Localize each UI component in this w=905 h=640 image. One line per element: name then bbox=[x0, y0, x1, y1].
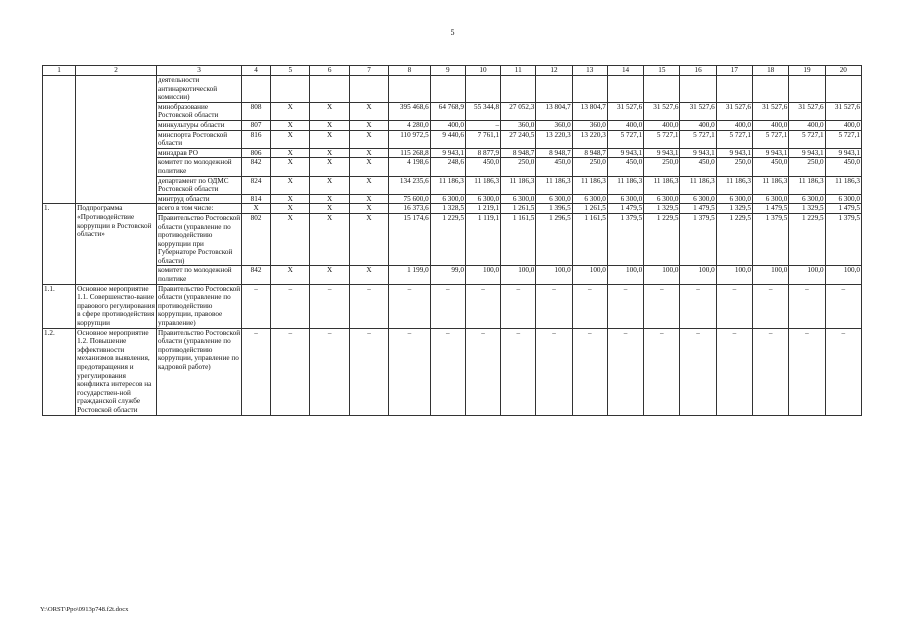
value-cell: 31 527,6 bbox=[753, 102, 789, 120]
value-cell bbox=[607, 76, 643, 103]
value-cell: 64 768,9 bbox=[430, 102, 465, 120]
value-cell: 5 727,1 bbox=[753, 130, 789, 148]
value-cell: 31 527,6 bbox=[644, 102, 680, 120]
value-cell: 134 235,6 bbox=[389, 176, 430, 194]
measure-name: Основное мероприятие 1.2. Повышение эффективности механизмов выявления, предотвращения и урегулирования конфликта интересов на государствен-ной гражданской службе Ростовской области bbox=[76, 328, 157, 415]
value-cell bbox=[465, 76, 500, 103]
value-cell: 100,0 bbox=[825, 266, 861, 284]
value-cell: 9 943,1 bbox=[644, 148, 680, 158]
value-cell: 11 186,3 bbox=[680, 176, 716, 194]
x-cell: X bbox=[349, 213, 388, 266]
value-cell: 250,0 bbox=[501, 158, 536, 176]
code-cell: 802 bbox=[242, 213, 271, 266]
value-cell: 250,0 bbox=[789, 158, 825, 176]
table-row bbox=[43, 120, 862, 130]
value-cell: 1 199,0 bbox=[389, 266, 430, 284]
value-cell: 1 229,5 bbox=[789, 213, 825, 266]
dash-cell: – bbox=[680, 328, 716, 415]
value-cell: 1 379,5 bbox=[607, 213, 643, 266]
value-cell: 110 972,5 bbox=[389, 130, 430, 148]
empty-number-cell bbox=[43, 148, 76, 158]
x-cell: X bbox=[349, 194, 388, 204]
value-cell: 31 527,6 bbox=[789, 102, 825, 120]
x-cell: X bbox=[271, 194, 310, 204]
code-cell: X bbox=[242, 204, 271, 214]
table-header-row bbox=[43, 66, 862, 76]
dash-cell: – bbox=[389, 284, 430, 328]
agency-cell: комитет по молодежной политике bbox=[157, 158, 242, 176]
value-cell: 450,0 bbox=[753, 158, 789, 176]
value-cell: 6 300,0 bbox=[501, 194, 536, 204]
column-number-header: 11 bbox=[501, 66, 536, 76]
measure-number: 1.1. bbox=[43, 284, 76, 328]
agency-cell: деятельности антинаркотической комиссии) bbox=[157, 76, 242, 103]
value-cell: 248,6 bbox=[430, 158, 465, 176]
column-number-header: 15 bbox=[644, 66, 680, 76]
dash-cell: – bbox=[825, 328, 861, 415]
dash-cell: – bbox=[716, 284, 752, 328]
measure-name: Основное мероприятие 1.1. Совершенство-вание правового регулирования в сфере противодействия коррупции bbox=[77, 284, 155, 328]
value-cell: 1 261,5 bbox=[501, 204, 536, 214]
x-cell: X bbox=[310, 158, 349, 176]
x-cell: X bbox=[271, 176, 310, 194]
value-cell: 360,0 bbox=[572, 120, 607, 130]
value-cell: 400,0 bbox=[680, 120, 716, 130]
measure-number: 1.2. bbox=[43, 328, 76, 415]
agency-cell: минспорта Ростовской области bbox=[157, 130, 242, 148]
value-cell: 8 877,9 bbox=[465, 148, 500, 158]
value-cell: 100,0 bbox=[572, 266, 607, 284]
value-cell: 9 943,1 bbox=[753, 148, 789, 158]
code-cell: 816 bbox=[242, 130, 271, 148]
column-number-header: 1 bbox=[43, 66, 76, 76]
value-cell: 1 119,1 bbox=[465, 213, 500, 266]
value-cell: 11 186,3 bbox=[716, 176, 752, 194]
agency-cell: Правительство Ростовской области (управление по противодействию коррупции при Губернаторе Ростовской области) bbox=[158, 213, 241, 265]
empty-name-cell bbox=[76, 102, 157, 120]
x-cell: X bbox=[310, 130, 349, 148]
table-row bbox=[43, 76, 862, 103]
value-cell: 8 948,7 bbox=[501, 148, 536, 158]
value-cell: 6 300,0 bbox=[572, 194, 607, 204]
agency-cell: Правительство Ростовской области (управление по противодействию коррупции, управление по кадровой работе) bbox=[157, 328, 242, 415]
x-cell: X bbox=[349, 148, 388, 158]
column-number-header: 5 bbox=[271, 66, 310, 76]
value-cell: 8 948,7 bbox=[536, 148, 572, 158]
value-cell: 450,0 bbox=[536, 158, 572, 176]
value-cell: 115 268,8 bbox=[389, 148, 430, 158]
table-row bbox=[43, 284, 862, 328]
column-number-header: 16 bbox=[680, 66, 716, 76]
value-cell: 100,0 bbox=[465, 266, 500, 284]
budget-table bbox=[42, 65, 862, 416]
table-row bbox=[43, 213, 862, 266]
dash-cell: – bbox=[716, 328, 752, 415]
value-cell: 250,0 bbox=[716, 158, 752, 176]
value-cell bbox=[389, 76, 430, 103]
x-cell: X bbox=[271, 213, 310, 266]
dash-cell: – bbox=[389, 328, 430, 415]
code-cell: 814 bbox=[242, 194, 271, 204]
value-cell: 1 229,5 bbox=[644, 213, 680, 266]
empty-number-cell bbox=[43, 194, 76, 204]
value-cell: 6 300,0 bbox=[825, 194, 861, 204]
value-cell: 400,0 bbox=[753, 120, 789, 130]
empty-name-cell bbox=[76, 158, 157, 176]
value-cell: 11 186,3 bbox=[753, 176, 789, 194]
dash-cell: – bbox=[430, 284, 465, 328]
x-cell: X bbox=[310, 102, 349, 120]
value-cell: 11 186,3 bbox=[572, 176, 607, 194]
agency-cell: минздрав РО bbox=[157, 148, 242, 158]
value-cell bbox=[572, 76, 607, 103]
value-cell: 6 300,0 bbox=[789, 194, 825, 204]
value-cell: 9 943,1 bbox=[680, 148, 716, 158]
value-cell: 100,0 bbox=[501, 266, 536, 284]
x-cell bbox=[271, 76, 310, 103]
empty-name-cell bbox=[76, 76, 157, 103]
value-cell: 6 300,0 bbox=[680, 194, 716, 204]
dash-cell: – bbox=[607, 284, 643, 328]
value-cell: 100,0 bbox=[607, 266, 643, 284]
value-cell: 1 479,5 bbox=[607, 204, 643, 214]
value-cell: 1 261,5 bbox=[572, 204, 607, 214]
value-cell bbox=[716, 76, 752, 103]
value-cell: 6 300,0 bbox=[753, 194, 789, 204]
subprogram-number: 1. bbox=[43, 204, 76, 284]
x-cell: X bbox=[271, 204, 310, 214]
empty-name-cell bbox=[76, 176, 157, 194]
table-row bbox=[43, 266, 862, 284]
x-cell: X bbox=[271, 102, 310, 120]
value-cell: 31 527,6 bbox=[825, 102, 861, 120]
x-cell: X bbox=[310, 120, 349, 130]
value-cell bbox=[644, 76, 680, 103]
value-cell: 100,0 bbox=[789, 266, 825, 284]
x-cell: X bbox=[271, 158, 310, 176]
value-cell: 15 174,6 bbox=[389, 213, 430, 266]
x-cell: X bbox=[349, 130, 388, 148]
value-cell: 5 727,1 bbox=[716, 130, 752, 148]
x-cell: X bbox=[310, 194, 349, 204]
value-cell: – bbox=[465, 120, 500, 130]
value-cell: 6 300,0 bbox=[607, 194, 643, 204]
value-cell: 100,0 bbox=[753, 266, 789, 284]
value-cell: 9 440,6 bbox=[430, 130, 465, 148]
column-number-header: 7 bbox=[349, 66, 388, 76]
value-cell: 395 468,6 bbox=[389, 102, 430, 120]
value-cell: 9 943,1 bbox=[607, 148, 643, 158]
dash-cell: – bbox=[789, 284, 825, 328]
dash-cell: – bbox=[753, 284, 789, 328]
table-row bbox=[43, 328, 862, 415]
value-cell: 1 229,5 bbox=[716, 213, 752, 266]
x-cell bbox=[310, 76, 349, 103]
value-cell: 27 240,5 bbox=[501, 130, 536, 148]
value-cell: 1 329,5 bbox=[716, 204, 752, 214]
empty-name-cell bbox=[76, 194, 157, 204]
value-cell: 100,0 bbox=[536, 266, 572, 284]
column-number-header: 8 bbox=[389, 66, 430, 76]
dash-cell: – bbox=[607, 328, 643, 415]
value-cell: 8 948,7 bbox=[572, 148, 607, 158]
value-cell: 9 943,1 bbox=[716, 148, 752, 158]
column-number-header: 2 bbox=[76, 66, 157, 76]
value-cell: 1 329,5 bbox=[644, 204, 680, 214]
value-cell: 1 479,5 bbox=[753, 204, 789, 214]
value-cell bbox=[430, 76, 465, 103]
value-cell: 99,0 bbox=[430, 266, 465, 284]
empty-number-cell bbox=[43, 76, 76, 103]
dash-cell: – bbox=[242, 284, 271, 328]
dash-cell: – bbox=[271, 284, 310, 328]
empty-number-cell bbox=[43, 176, 76, 194]
value-cell: 450,0 bbox=[607, 158, 643, 176]
column-number-header: 6 bbox=[310, 66, 349, 76]
x-cell: X bbox=[310, 148, 349, 158]
value-cell: 360,0 bbox=[536, 120, 572, 130]
column-number-header: 17 bbox=[716, 66, 752, 76]
value-cell: 11 186,3 bbox=[607, 176, 643, 194]
value-cell: 1 379,5 bbox=[680, 213, 716, 266]
column-number-header: 9 bbox=[430, 66, 465, 76]
dash-cell: – bbox=[753, 328, 789, 415]
value-cell: 450,0 bbox=[465, 158, 500, 176]
value-cell: 13 220,3 bbox=[572, 130, 607, 148]
code-cell: 807 bbox=[242, 120, 271, 130]
value-cell: 13 804,7 bbox=[536, 102, 572, 120]
value-cell: 6 300,0 bbox=[465, 194, 500, 204]
value-cell: 31 527,6 bbox=[716, 102, 752, 120]
value-cell: 400,0 bbox=[430, 120, 465, 130]
x-cell: X bbox=[271, 266, 310, 284]
x-cell: X bbox=[310, 176, 349, 194]
dash-cell: – bbox=[465, 328, 500, 415]
value-cell: 400,0 bbox=[825, 120, 861, 130]
dash-cell: – bbox=[644, 284, 680, 328]
value-cell: 13 804,7 bbox=[572, 102, 607, 120]
value-cell bbox=[753, 76, 789, 103]
value-cell: 11 186,3 bbox=[644, 176, 680, 194]
column-number-header: 18 bbox=[753, 66, 789, 76]
dash-cell: – bbox=[349, 284, 388, 328]
value-cell: 1 161,5 bbox=[572, 213, 607, 266]
value-cell: 11 186,3 bbox=[430, 176, 465, 194]
value-cell bbox=[789, 76, 825, 103]
value-cell: 1 379,5 bbox=[825, 213, 861, 266]
value-cell: 31 527,6 bbox=[607, 102, 643, 120]
code-cell: 808 bbox=[242, 102, 271, 120]
value-cell: 27 052,3 bbox=[501, 102, 536, 120]
dash-cell: – bbox=[789, 328, 825, 415]
column-number-header: 12 bbox=[536, 66, 572, 76]
value-cell bbox=[680, 76, 716, 103]
x-cell: X bbox=[349, 102, 388, 120]
x-cell: X bbox=[349, 158, 388, 176]
value-cell: 7 761,1 bbox=[465, 130, 500, 148]
value-cell: 100,0 bbox=[716, 266, 752, 284]
table-row bbox=[43, 148, 862, 158]
code-cell: 806 bbox=[242, 148, 271, 158]
value-cell: 5 727,1 bbox=[607, 130, 643, 148]
value-cell: 250,0 bbox=[644, 158, 680, 176]
value-cell: 1 229,5 bbox=[430, 213, 465, 266]
dash-cell: – bbox=[536, 284, 572, 328]
column-number-header: 20 bbox=[825, 66, 861, 76]
value-cell: 1 479,5 bbox=[680, 204, 716, 214]
agency-cell: минобразование Ростовской области bbox=[157, 102, 242, 120]
dash-cell: – bbox=[430, 328, 465, 415]
value-cell: 360,0 bbox=[501, 120, 536, 130]
value-cell: 1 329,5 bbox=[789, 204, 825, 214]
x-cell: X bbox=[271, 120, 310, 130]
dash-cell: – bbox=[825, 284, 861, 328]
dash-cell: – bbox=[572, 284, 607, 328]
value-cell: 6 300,0 bbox=[536, 194, 572, 204]
dash-cell: – bbox=[572, 328, 607, 415]
dash-cell: – bbox=[465, 284, 500, 328]
x-cell: X bbox=[310, 204, 349, 214]
empty-number-cell bbox=[43, 120, 76, 130]
empty-number-cell bbox=[43, 158, 76, 176]
value-cell: 5 727,1 bbox=[680, 130, 716, 148]
value-cell: 250,0 bbox=[572, 158, 607, 176]
dash-cell: – bbox=[680, 284, 716, 328]
table-row bbox=[43, 102, 862, 120]
value-cell: 11 186,3 bbox=[825, 176, 861, 194]
x-cell: X bbox=[271, 130, 310, 148]
value-cell: 1 479,5 bbox=[825, 204, 861, 214]
value-cell: 9 943,1 bbox=[430, 148, 465, 158]
empty-name-cell bbox=[76, 148, 157, 158]
x-cell: X bbox=[271, 148, 310, 158]
empty-number-cell bbox=[43, 130, 76, 148]
value-cell: 9 943,1 bbox=[825, 148, 861, 158]
value-cell: 9 943,1 bbox=[789, 148, 825, 158]
value-cell: 5 727,1 bbox=[825, 130, 861, 148]
value-cell: 1 379,5 bbox=[753, 213, 789, 266]
dash-cell: – bbox=[501, 328, 536, 415]
table-row bbox=[43, 176, 862, 194]
dash-cell: – bbox=[271, 328, 310, 415]
code-cell bbox=[242, 76, 271, 103]
value-cell: 11 186,3 bbox=[536, 176, 572, 194]
value-cell: 6 300,0 bbox=[644, 194, 680, 204]
value-cell bbox=[536, 76, 572, 103]
value-cell: 1 296,5 bbox=[536, 213, 572, 266]
value-cell: 5 727,1 bbox=[789, 130, 825, 148]
column-number-header: 10 bbox=[465, 66, 500, 76]
dash-cell: – bbox=[310, 328, 349, 415]
value-cell: 100,0 bbox=[680, 266, 716, 284]
value-cell: 6 300,0 bbox=[430, 194, 465, 204]
footer-file-path: Y:\ORST\Ppo\0913p748.f2t.docx bbox=[40, 606, 129, 613]
subprogram-name: Подпрограмма «Противодействие коррупции в Ростовской области» bbox=[76, 204, 157, 284]
value-cell: 4 198,6 bbox=[389, 158, 430, 176]
value-cell: 16 373,6 bbox=[389, 204, 430, 214]
value-cell: 5 727,1 bbox=[644, 130, 680, 148]
value-cell: 55 344,8 bbox=[465, 102, 500, 120]
value-cell: 450,0 bbox=[680, 158, 716, 176]
agency-cell: минкультуры области bbox=[157, 120, 242, 130]
column-number-header: 13 bbox=[572, 66, 607, 76]
column-number-header: 3 bbox=[157, 66, 242, 76]
value-cell: 13 220,3 bbox=[536, 130, 572, 148]
value-cell: 6 300,0 bbox=[716, 194, 752, 204]
dash-cell: – bbox=[310, 284, 349, 328]
code-cell: 842 bbox=[242, 266, 271, 284]
code-cell: 824 bbox=[242, 176, 271, 194]
empty-name-cell bbox=[76, 120, 157, 130]
x-cell: X bbox=[349, 266, 388, 284]
column-number-header: 14 bbox=[607, 66, 643, 76]
column-number-header: 19 bbox=[789, 66, 825, 76]
x-cell: X bbox=[310, 213, 349, 266]
value-cell: 400,0 bbox=[789, 120, 825, 130]
code-cell: 842 bbox=[242, 158, 271, 176]
page-number: 5 bbox=[450, 28, 455, 37]
value-cell: 4 280,0 bbox=[389, 120, 430, 130]
value-cell: 31 527,6 bbox=[680, 102, 716, 120]
dash-cell: – bbox=[501, 284, 536, 328]
dash-cell: – bbox=[242, 328, 271, 415]
value-cell bbox=[501, 76, 536, 103]
table-row bbox=[43, 194, 862, 204]
x-cell: X bbox=[310, 266, 349, 284]
x-cell: X bbox=[349, 120, 388, 130]
x-cell bbox=[349, 76, 388, 103]
empty-name-cell bbox=[76, 130, 157, 148]
value-cell: 400,0 bbox=[644, 120, 680, 130]
agency-cell: всего в том числе: bbox=[157, 204, 242, 214]
value-cell: 1 161,5 bbox=[501, 213, 536, 266]
value-cell: 400,0 bbox=[716, 120, 752, 130]
value-cell bbox=[825, 76, 861, 103]
value-cell: 100,0 bbox=[644, 266, 680, 284]
agency-cell: департамент по ОДМС Ростовской области bbox=[157, 176, 242, 194]
table-row bbox=[43, 130, 862, 148]
empty-number-cell bbox=[43, 102, 76, 120]
agency-cell: Правительство Ростовской области (управление по противодействию коррупции, правовое управление) bbox=[158, 284, 241, 328]
value-cell: 1 396,5 bbox=[536, 204, 572, 214]
dash-cell: – bbox=[644, 328, 680, 415]
agency-cell: комитет по молодежной политике bbox=[157, 266, 242, 284]
column-number-header: 4 bbox=[242, 66, 271, 76]
value-cell: 11 186,3 bbox=[501, 176, 536, 194]
value-cell: 75 600,0 bbox=[389, 194, 430, 204]
dash-cell: – bbox=[349, 328, 388, 415]
value-cell: 11 186,3 bbox=[789, 176, 825, 194]
value-cell: 400,0 bbox=[607, 120, 643, 130]
x-cell: X bbox=[349, 176, 388, 194]
x-cell: X bbox=[349, 204, 388, 214]
agency-cell: минтруд области bbox=[157, 194, 242, 204]
value-cell: 1 328,5 bbox=[430, 204, 465, 214]
value-cell: 1 219,1 bbox=[465, 204, 500, 214]
value-cell: 11 186,3 bbox=[465, 176, 500, 194]
table-row bbox=[43, 204, 862, 214]
value-cell: 450,0 bbox=[825, 158, 861, 176]
table-row bbox=[43, 158, 862, 176]
dash-cell: – bbox=[536, 328, 572, 415]
